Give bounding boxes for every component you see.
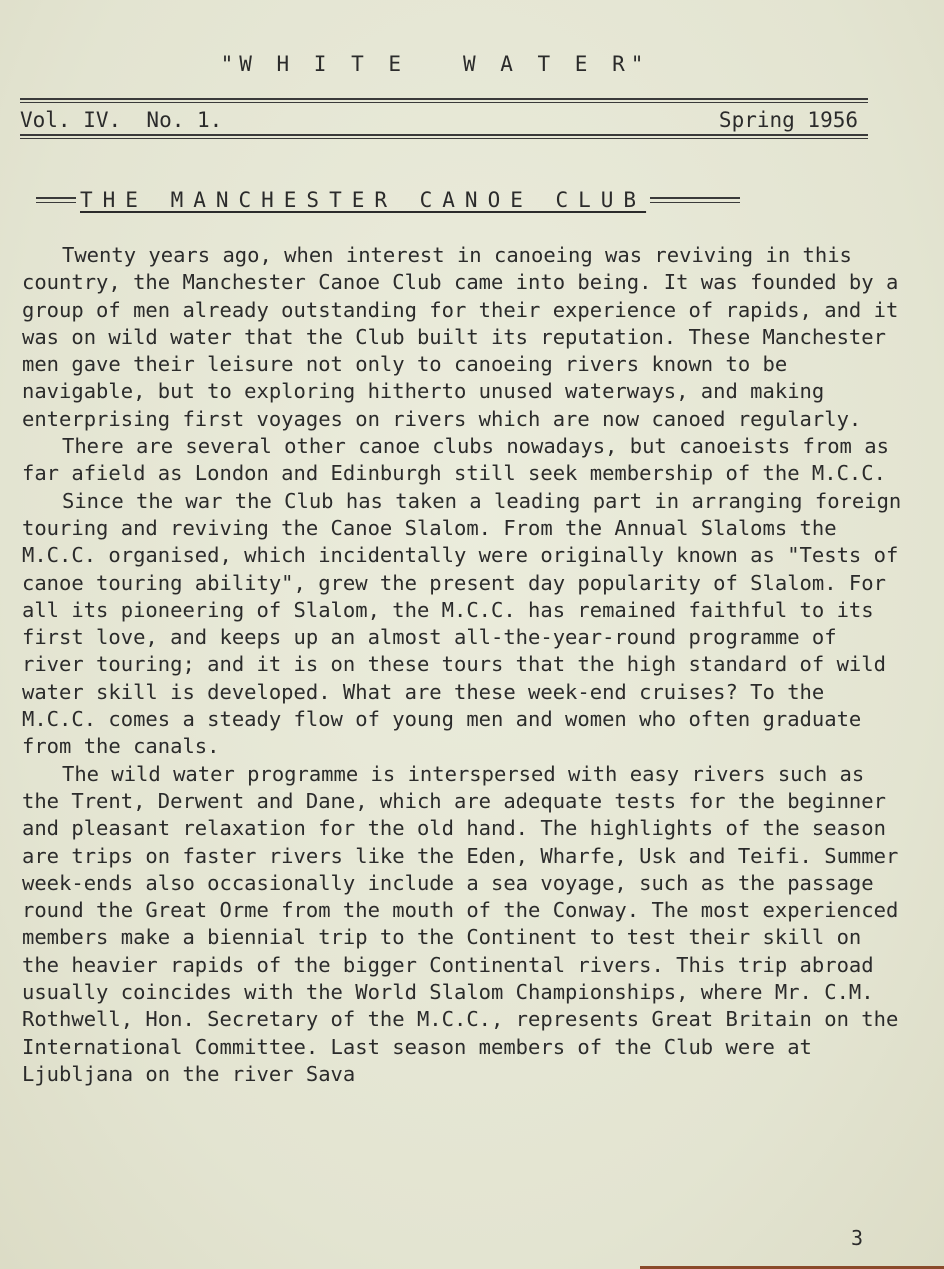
heading-dash-right	[650, 197, 740, 203]
paragraph: There are several other canoe clubs nowadays, but canoeists from as far afield as London and Edinburgh still seek membership of the M.C.C.	[22, 434, 889, 486]
article-body	[22, 242, 902, 1088]
paragraph: Twenty years ago, when interest in canoeing was reviving in this country, the Manchester Canoe Club came into being. It was founded by a group of men already outstanding for their experience of rapids, and it was on wild water that the Club built its reputation. These Manchester men gave their leisure not only to canoeing rivers known to be navigable, but to exploring hitherto unused waterways, and making enterprising first voyages on rivers which are now canoed regularly.	[22, 243, 899, 431]
article-title: THE MANCHESTER CANOE CLUB	[80, 188, 647, 212]
bottom-rule-thin	[20, 138, 868, 139]
newsletter-title: "W H I T E W A T E R"	[220, 52, 650, 76]
paragraph: The wild water programme is interspersed with easy rivers such as the Trent, Derwent and Dane, which are adequate tests for the beginner and pleasant relaxation for the old hand. The highlights of the season are trips on faster rivers like the Eden, Wharfe, Usk and Teifi. Summer week-ends also occasionally include a sea voyage, such as the passage round the Great Orme from the mouth of the Conway. The most experienced members make a biennial trip to the Continent to test their skill on the heavier rapids of the bigger Continental rivers. This trip abroad usually coincides with the World Slalom Championships, where Mr. C.M. Rothwell, Hon. Secretary of the M.C.C., represents Great Britain on the International Committee. Last season members of the Club were at Ljubljana on the river Sava	[22, 761, 899, 1086]
paragraph: Since the war the Club has taken a leading part in arranging foreign touring and reviving the Canoe Slalom. From the Annual Slaloms the M.C.C. organised, which incidentally were originally known as "Tests of canoe touring ability", grew the present day popularity of Slalom. For all its pioneering of Slalom, the M.C.C. has remained faithful to its first love, and keeps up an almost all-the-year-round programme of river touring; and it is on these tours that the high standard of wild water skill is developed. What are these week-end cruises? To the M.C.C. comes a steady flow of young men and women who often graduate from the canals.	[22, 488, 902, 759]
heading-dash-left	[36, 197, 76, 203]
volume-number: Vol. IV. No. 1.	[20, 108, 223, 132]
page-number: 3	[851, 1226, 864, 1250]
issue-season: Spring 1956	[718, 108, 858, 132]
top-rule-thin	[20, 102, 868, 103]
top-rule	[20, 98, 868, 100]
issue-line	[20, 108, 858, 132]
bottom-rule	[20, 134, 868, 136]
article-heading	[32, 188, 862, 212]
